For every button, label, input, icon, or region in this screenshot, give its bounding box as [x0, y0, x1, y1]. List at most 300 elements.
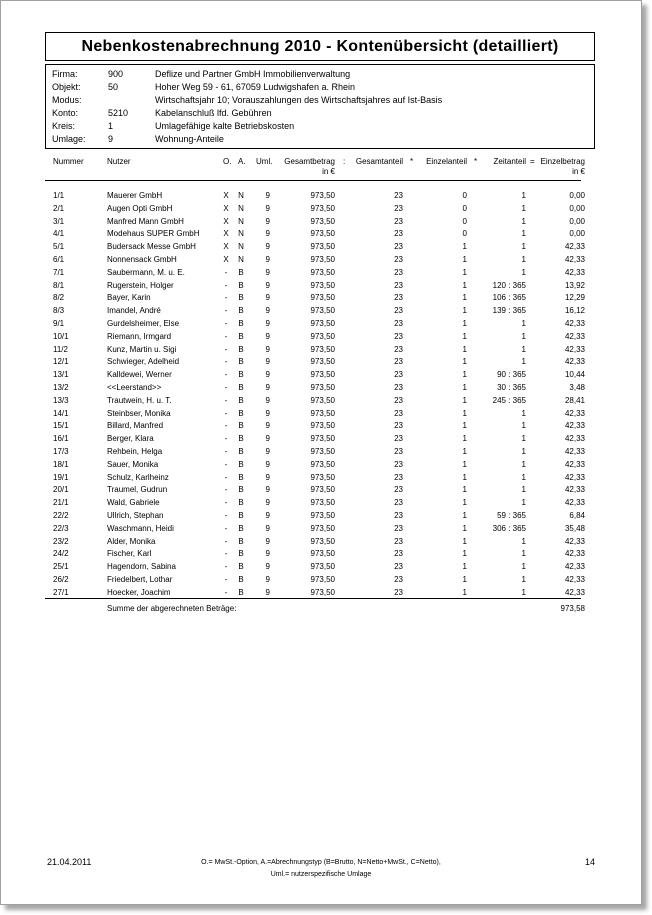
cell-gesamtbetrag: 973,50 — [310, 280, 335, 290]
cell-gesamtbetrag: 973,50 — [310, 472, 335, 482]
cell-zeitanteil: 1 — [521, 255, 526, 264]
cell-a: B — [238, 434, 244, 444]
cell-nummer: 22/3 — [53, 523, 69, 533]
footer-note-line1: O.= MwSt.-Option, A.=Abrechnungstyp (B=Brutto, N=Netto+MwSt., C=Netto), — [201, 859, 441, 866]
cell-nutzer: Trautwein, H. u. T. — [107, 395, 172, 405]
cell-uml: 9 — [265, 191, 270, 200]
cell-nummer: 27/1 — [53, 587, 69, 597]
cell-a: B — [238, 421, 244, 431]
cell-gesamtbetrag: 973,50 — [310, 319, 335, 328]
cell-uml: 9 — [265, 549, 270, 559]
cell-nutzer: Berger, Klara — [107, 434, 154, 444]
table-row — [1, 318, 641, 331]
cell-zeitanteil: 1 — [521, 408, 526, 418]
cell-gesamtanteil: 23 — [394, 344, 403, 354]
cell-einzelbetrag: 42,33 — [564, 267, 585, 277]
cell-nummer: 26/2 — [53, 575, 69, 584]
cell-einzelbetrag: 3,48 — [569, 383, 585, 392]
cell-zeitanteil: 1 — [521, 562, 526, 572]
cell-einzelbetrag: 42,33 — [564, 536, 585, 546]
cell-nutzer: Fischer, Karl — [107, 549, 152, 559]
cell-gesamtanteil: 23 — [394, 306, 403, 316]
cell-nutzer: Steinbser, Monika — [107, 408, 171, 418]
cell-nummer: 1/1 — [53, 191, 65, 200]
cell-einzelanteil: 1 — [462, 319, 467, 328]
cell-einzelbetrag: 35,48 — [564, 523, 585, 533]
cell-nutzer: Bayer, Karin — [107, 293, 151, 303]
cell-gesamtbetrag: 973,50 — [310, 523, 335, 533]
cell-a: B — [238, 485, 244, 495]
column-header-o: O. — [223, 157, 232, 166]
cell-nutzer: Sauer, Monika — [107, 459, 159, 469]
cell-gesamtanteil: 23 — [394, 267, 403, 277]
cell-gesamtbetrag: 973,50 — [310, 459, 335, 469]
cell-gesamtanteil: 23 — [394, 191, 403, 200]
column-header-star1: * — [410, 157, 414, 166]
cell-zeitanteil: 1 — [521, 485, 526, 495]
cell-einzelbetrag: 42,33 — [564, 421, 585, 431]
cell-einzelbetrag: 42,33 — [564, 485, 585, 495]
cell-gesamtanteil: 23 — [394, 331, 403, 341]
cell-nummer: 7/1 — [53, 267, 65, 277]
cell-nummer: 13/2 — [53, 383, 69, 392]
cell-gesamtanteil: 23 — [394, 242, 403, 252]
cell-einzelbetrag: 42,33 — [564, 434, 585, 444]
cell-uml: 9 — [265, 229, 270, 239]
cell-o: - — [224, 344, 228, 354]
table-row — [1, 216, 641, 229]
cell-nutzer: Saubermann, M. u. E. — [107, 267, 185, 277]
cell-gesamtbetrag: 973,50 — [310, 447, 335, 456]
cell-gesamtbetrag: 973,50 — [310, 267, 335, 277]
table-row — [1, 510, 641, 523]
cell-nutzer: Hoecker, Joachim — [107, 587, 171, 597]
cell-einzelanteil: 1 — [462, 395, 467, 405]
cell-nummer: 10/1 — [53, 331, 69, 341]
cell-gesamtanteil: 23 — [394, 229, 403, 239]
table-row — [1, 459, 641, 472]
cell-uml: 9 — [265, 242, 270, 252]
column-header-uml: Uml. — [256, 157, 273, 166]
cell-zeitanteil: 1 — [521, 191, 526, 200]
cell-nummer: 13/1 — [53, 370, 69, 380]
cell-gesamtbetrag: 973,50 — [310, 421, 335, 431]
cell-o: - — [224, 293, 228, 303]
cell-gesamtanteil: 23 — [394, 434, 403, 444]
cell-nutzer: Waschmann, Heidi — [107, 523, 174, 533]
cell-o: - — [224, 395, 228, 405]
cell-gesamtanteil: 23 — [394, 216, 403, 226]
column-header-einzelbetrag: Einzelbetrag — [540, 157, 585, 166]
cell-nutzer: Budersack Messe GmbH — [107, 242, 196, 252]
cell-einzelanteil: 1 — [462, 255, 467, 264]
cell-a: B — [238, 549, 244, 559]
table-row — [1, 369, 641, 382]
cell-gesamtbetrag: 973,50 — [310, 511, 335, 520]
cell-nutzer: Mauerer GmbH — [107, 191, 163, 200]
cell-o: X — [223, 191, 229, 200]
cell-nutzer: Gurdelsheimer, Else — [107, 319, 180, 328]
cell-zeitanteil: 1 — [521, 447, 526, 456]
cell-o: - — [224, 280, 228, 290]
column-header-gesamtanteil: Gesamtanteil — [355, 157, 403, 166]
cell-nummer: 22/2 — [53, 511, 69, 520]
table-row — [1, 280, 641, 293]
cell-zeitanteil: 1 — [521, 549, 526, 559]
cell-nummer: 2/1 — [53, 203, 65, 213]
cell-einzelanteil: 1 — [462, 357, 467, 367]
cell-einzelanteil: 0 — [462, 191, 467, 200]
cell-einzelanteil: 1 — [462, 549, 467, 559]
cell-o: X — [223, 203, 229, 213]
report-title: Nebenkostenabrechnung 2010 - Kontenübersicht (detailliert) — [45, 32, 595, 61]
footer-page-number: 14 — [584, 857, 595, 867]
header-text: Wirtschaftsjahr 10; Vorauszahlungen des Wirtschaftsjahres auf Ist-Basis — [155, 95, 443, 105]
cell-gesamtanteil: 23 — [394, 459, 403, 469]
cell-gesamtanteil: 23 — [394, 587, 403, 597]
cell-a: B — [238, 575, 244, 584]
cell-zeitanteil: 1 — [521, 587, 526, 597]
cell-uml: 9 — [265, 408, 270, 418]
cell-nummer: 11/2 — [53, 344, 68, 354]
cell-o: - — [224, 331, 228, 341]
cell-a: B — [238, 536, 244, 546]
table-row — [1, 356, 641, 369]
header-number: 900 — [108, 69, 124, 79]
cell-nummer: 23/2 — [53, 536, 69, 546]
cell-nummer: 5/1 — [53, 242, 65, 252]
cell-a: B — [238, 395, 244, 405]
cell-uml: 9 — [265, 447, 270, 456]
cell-nummer: 8/3 — [53, 306, 65, 316]
cell-einzelbetrag: 0,00 — [569, 216, 585, 226]
cell-einzelanteil: 0 — [462, 203, 467, 213]
cell-nummer: 6/1 — [53, 255, 65, 264]
cell-einzelbetrag: 42,33 — [564, 319, 585, 328]
cell-gesamtbetrag: 973,50 — [310, 331, 335, 341]
cell-einzelbetrag: 42,33 — [564, 447, 585, 456]
cell-nummer: 13/3 — [53, 395, 69, 405]
table-row — [1, 203, 641, 216]
cell-uml: 9 — [265, 459, 270, 469]
header-number: 1 — [108, 121, 114, 131]
cell-a: B — [238, 472, 244, 482]
cell-einzelanteil: 1 — [462, 447, 467, 456]
table-row — [1, 408, 641, 421]
cell-o: - — [224, 459, 228, 469]
cell-einzelbetrag: 42,33 — [564, 587, 585, 597]
cell-zeitanteil: 1 — [521, 459, 526, 469]
cell-einzelbetrag: 0,00 — [569, 229, 585, 239]
cell-gesamtbetrag: 973,50 — [310, 395, 335, 405]
cell-einzelbetrag: 42,33 — [564, 472, 585, 482]
header-label: Modus: — [52, 95, 82, 105]
cell-einzelbetrag: 42,33 — [564, 408, 585, 418]
cell-gesamtanteil: 23 — [394, 203, 403, 213]
cell-nutzer: Rugerstein, Holger — [107, 280, 174, 290]
table-row — [1, 484, 641, 497]
cell-uml: 9 — [265, 267, 270, 277]
cell-einzelanteil: 1 — [462, 331, 467, 341]
cell-a: B — [238, 344, 244, 354]
cell-a: B — [238, 408, 244, 418]
cell-einzelbetrag: 0,00 — [569, 203, 585, 213]
table-row — [1, 536, 641, 549]
cell-zeitanteil: 1 — [521, 434, 526, 444]
cell-gesamtanteil: 23 — [394, 472, 403, 482]
column-header-gesamtbetrag-unit: in € — [322, 167, 335, 176]
cell-nutzer: Schulz, Karlheinz — [107, 472, 169, 482]
cell-zeitanteil: 139 : 365 — [492, 306, 526, 316]
cell-gesamtanteil: 23 — [394, 395, 403, 405]
header-label: Umlage: — [52, 134, 86, 144]
cell-zeitanteil: 30 : 365 — [497, 383, 526, 392]
cell-uml: 9 — [265, 331, 270, 341]
cell-gesamtbetrag: 973,50 — [310, 306, 335, 316]
cell-gesamtbetrag: 973,50 — [310, 549, 335, 559]
cell-gesamtanteil: 23 — [394, 511, 403, 520]
cell-nummer: 8/2 — [53, 293, 65, 303]
cell-gesamtbetrag: 973,50 — [310, 293, 335, 303]
header-text: Kabelanschluß lfd. Gebühren — [155, 108, 272, 118]
cell-zeitanteil: 1 — [521, 229, 526, 239]
cell-o: - — [224, 434, 228, 444]
header-text: Deflize und Partner GmbH Immobilienverwaltung — [155, 69, 351, 79]
cell-gesamtbetrag: 973,50 — [310, 203, 335, 213]
cell-uml: 9 — [265, 536, 270, 546]
column-header-zeitanteil: Zeitanteil — [493, 157, 526, 166]
cell-o: - — [224, 357, 228, 367]
table-row — [1, 548, 641, 561]
table-row — [1, 561, 641, 574]
cell-zeitanteil: 59 : 365 — [497, 511, 526, 520]
header-number: 50 — [108, 82, 119, 92]
cell-zeitanteil: 1 — [521, 498, 526, 508]
cell-a: N — [238, 255, 244, 264]
cell-a: N — [238, 229, 244, 239]
cell-a: B — [238, 267, 244, 277]
cell-uml: 9 — [265, 357, 270, 367]
cell-nummer: 12/1 — [53, 357, 69, 367]
cell-zeitanteil: 1 — [521, 242, 526, 252]
cell-zeitanteil: 1 — [521, 203, 526, 213]
column-header-a: A. — [238, 157, 246, 166]
cell-a: B — [238, 331, 244, 341]
cell-uml: 9 — [265, 511, 270, 520]
cell-nummer: 18/1 — [53, 459, 69, 469]
cell-gesamtbetrag: 973,50 — [310, 229, 335, 239]
cell-einzelanteil: 1 — [462, 306, 467, 316]
cell-a: B — [238, 383, 244, 392]
cell-gesamtanteil: 23 — [394, 447, 403, 456]
cell-a: B — [238, 306, 244, 316]
table-row — [1, 331, 641, 344]
column-header-einzelanteil: Einzelanteil — [426, 157, 467, 166]
sum-label: Summe der abgerechneten Beträge: — [107, 604, 237, 613]
cell-o: - — [224, 319, 228, 328]
cell-einzelbetrag: 42,33 — [564, 562, 585, 572]
cell-nutzer: <<Leerstand>> — [107, 383, 162, 392]
cell-uml: 9 — [265, 562, 270, 572]
cell-zeitanteil: 245 : 365 — [492, 395, 526, 405]
cell-uml: 9 — [265, 306, 270, 316]
cell-gesamtbetrag: 973,50 — [310, 383, 335, 392]
cell-einzelbetrag: 0,00 — [569, 191, 585, 200]
cell-nummer: 20/1 — [53, 485, 69, 495]
cell-gesamtbetrag: 973,50 — [310, 191, 335, 200]
cell-uml: 9 — [265, 498, 270, 508]
cell-a: B — [238, 280, 244, 290]
cell-o: - — [224, 306, 228, 316]
sum-rule — [45, 598, 581, 599]
table-row — [1, 382, 641, 395]
cell-einzelbetrag: 42,33 — [564, 255, 585, 264]
cell-nummer: 19/1 — [53, 472, 69, 482]
sum-value: 973,58 — [560, 604, 585, 613]
cell-einzelanteil: 1 — [462, 421, 467, 431]
table-row — [1, 574, 641, 587]
cell-gesamtbetrag: 973,50 — [310, 536, 335, 546]
cell-uml: 9 — [265, 280, 270, 290]
cell-gesamtanteil: 23 — [394, 523, 403, 533]
cell-einzelbetrag: 10,44 — [564, 370, 585, 380]
header-text: Wohnung-Anteile — [155, 134, 224, 144]
cell-einzelanteil: 1 — [462, 434, 467, 444]
cell-zeitanteil: 306 : 365 — [492, 523, 526, 533]
cell-einzelanteil: 1 — [462, 280, 467, 290]
cell-gesamtbetrag: 973,50 — [310, 216, 335, 226]
header-label: Kreis: — [52, 121, 76, 131]
column-header-star2: * — [474, 157, 478, 166]
cell-nutzer: Augen Opti GmbH — [107, 203, 173, 213]
cell-einzelanteil: 1 — [462, 459, 467, 469]
cell-a: B — [238, 447, 244, 456]
cell-nutzer: Schwieger, Adelheid — [107, 357, 180, 367]
cell-gesamtbetrag: 973,50 — [310, 485, 335, 495]
cell-gesamtanteil: 23 — [394, 383, 403, 392]
table-row — [1, 228, 641, 241]
cell-a: B — [238, 293, 244, 303]
cell-gesamtbetrag: 973,50 — [310, 242, 335, 252]
cell-o: X — [223, 242, 229, 252]
cell-einzelanteil: 1 — [462, 485, 467, 495]
cell-nummer: 3/1 — [53, 216, 65, 226]
cell-einzelbetrag: 42,33 — [564, 575, 585, 584]
cell-o: - — [224, 511, 228, 520]
cell-gesamtanteil: 23 — [394, 549, 403, 559]
cell-gesamtbetrag: 973,50 — [310, 498, 335, 508]
cell-einzelbetrag: 42,33 — [564, 344, 585, 354]
cell-zeitanteil: 1 — [521, 216, 526, 226]
cell-einzelbetrag: 42,33 — [564, 459, 585, 469]
table-row — [1, 472, 641, 485]
cell-o: - — [224, 485, 228, 495]
cell-nummer: 15/1 — [53, 421, 69, 431]
cell-uml: 9 — [265, 472, 270, 482]
cell-zeitanteil: 1 — [521, 472, 526, 482]
cell-a: B — [238, 562, 244, 572]
cell-uml: 9 — [265, 421, 270, 431]
cell-gesamtanteil: 23 — [394, 575, 403, 584]
cell-nutzer: Nonnensack GmbH — [107, 255, 177, 264]
cell-a: B — [238, 357, 244, 367]
table-row — [1, 254, 641, 267]
cell-gesamtbetrag: 973,50 — [310, 575, 335, 584]
cell-uml: 9 — [265, 344, 270, 354]
cell-o: X — [223, 216, 229, 226]
cell-gesamtbetrag: 973,50 — [310, 344, 335, 354]
cell-o: X — [223, 255, 229, 264]
cell-nutzer: Modehaus SUPER GmbH — [107, 229, 200, 239]
cell-gesamtbetrag: 973,50 — [310, 357, 335, 367]
header-text: Umlagefähige kalte Betriebskosten — [155, 121, 295, 131]
cell-gesamtanteil: 23 — [394, 408, 403, 418]
column-header-einzelbetrag-unit: in € — [572, 167, 585, 176]
cell-gesamtbetrag: 973,50 — [310, 408, 335, 418]
cell-gesamtanteil: 23 — [394, 293, 403, 303]
cell-einzelanteil: 1 — [462, 575, 467, 584]
cell-uml: 9 — [265, 587, 270, 597]
cell-uml: 9 — [265, 395, 270, 405]
cell-gesamtanteil: 23 — [394, 421, 403, 431]
cell-nutzer: Friedelbert, Lothar — [107, 575, 173, 584]
cell-einzelanteil: 1 — [462, 511, 467, 520]
cell-uml: 9 — [265, 216, 270, 226]
cell-o: - — [224, 575, 228, 584]
cell-gesamtbetrag: 973,50 — [310, 587, 335, 597]
header-label: Konto: — [52, 108, 79, 118]
cell-o: X — [223, 229, 229, 239]
cell-einzelbetrag: 16,12 — [564, 306, 585, 316]
table-row — [1, 420, 641, 433]
cell-uml: 9 — [265, 575, 270, 584]
cell-einzelanteil: 1 — [462, 370, 467, 380]
cell-gesamtanteil: 23 — [394, 536, 403, 546]
cell-einzelbetrag: 42,33 — [564, 357, 585, 367]
column-header-nummer: Nummer — [53, 157, 84, 166]
cell-nummer: 25/1 — [53, 562, 69, 572]
cell-einzelanteil: 1 — [462, 408, 467, 418]
cell-gesamtanteil: 23 — [394, 357, 403, 367]
cell-o: - — [224, 587, 228, 597]
cell-nummer: 16/1 — [53, 434, 69, 444]
cell-gesamtbetrag: 973,50 — [310, 434, 335, 444]
cell-einzelanteil: 0 — [462, 229, 467, 239]
header-rule — [45, 180, 581, 181]
table-row — [1, 241, 641, 254]
cell-o: - — [224, 523, 228, 533]
cell-nutzer: Kunz, Martin u. Sigi — [107, 344, 177, 354]
cell-einzelbetrag: 12,29 — [564, 293, 585, 303]
column-header-nutzer: Nutzer — [107, 157, 131, 166]
cell-zeitanteil: 1 — [521, 344, 526, 354]
cell-a: N — [238, 191, 244, 200]
cell-nummer: 14/1 — [53, 408, 69, 418]
cell-nutzer: Imandel, André — [107, 306, 161, 316]
cell-nutzer: Alder, Monika — [107, 536, 156, 546]
cell-nutzer: Riemann, Irmgard — [107, 331, 172, 341]
cell-einzelbetrag: 42,33 — [564, 331, 585, 341]
table-row — [1, 292, 641, 305]
cell-gesamtanteil: 23 — [394, 370, 403, 380]
table-row — [1, 523, 641, 536]
cell-einzelanteil: 1 — [462, 536, 467, 546]
cell-gesamtanteil: 23 — [394, 255, 403, 264]
cell-einzelanteil: 1 — [462, 383, 467, 392]
cell-zeitanteil: 90 : 365 — [497, 370, 526, 380]
header-label: Firma: — [52, 69, 78, 79]
cell-zeitanteil: 1 — [521, 536, 526, 546]
